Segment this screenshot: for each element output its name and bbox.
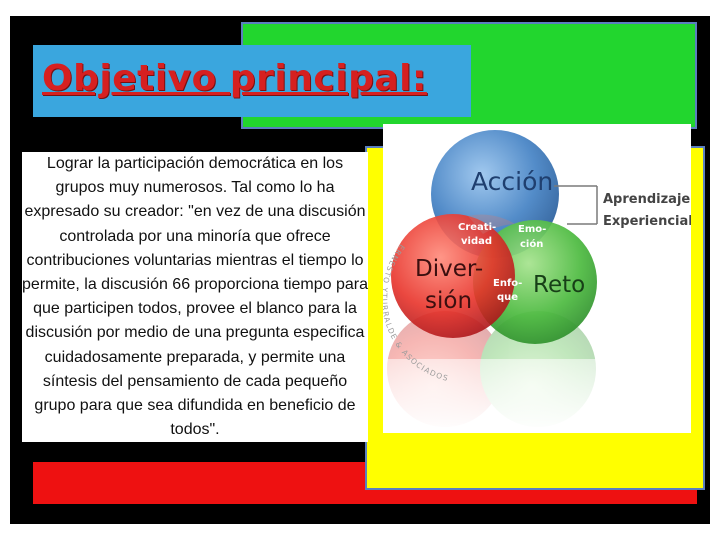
venn-diagram (383, 124, 691, 433)
label-creatividad-2: vidad (461, 236, 493, 247)
slide-title: Objetivo principal: (42, 58, 427, 99)
label-emocion-1: Emo- (518, 224, 547, 235)
label-diversion-1: Diver- (415, 256, 484, 282)
slide-body-text: Lograr la participación democrática en los grupos muy numerosos. Tal como lo ha expresado su creador: "en vez de una discusión controlada por una minoría que ofrece contribuciones voluntarias mientras el tiempo lo permite, la discusión 66 proporciona tiempo para que participen todos, provee el blanco para la discusión por medio de una pregunta especifica cuidadosamente preparada, y permite una síntesis del pensamiento de cada pequeño grupo para que sea difundida en beneficio de todos". (22, 152, 368, 442)
label-aprendizaje-2: Experiencial (603, 214, 691, 229)
label-creatividad-1: Creati- (458, 222, 497, 233)
label-aprendizaje-1: Aprendizaje (603, 192, 691, 207)
label-reto: Reto (533, 272, 586, 298)
label-accion: Acción (471, 167, 554, 196)
diagram-image (383, 124, 691, 433)
label-diversion-2: sión (425, 288, 473, 314)
label-enfoque-1: Enfo- (493, 278, 523, 289)
watermark-text: ERNEST ALDE & ASOCIADOS (383, 242, 450, 384)
label-enfoque-2: que (497, 292, 519, 303)
label-emocion-2: ción (520, 239, 544, 250)
bracket-line (554, 186, 597, 224)
